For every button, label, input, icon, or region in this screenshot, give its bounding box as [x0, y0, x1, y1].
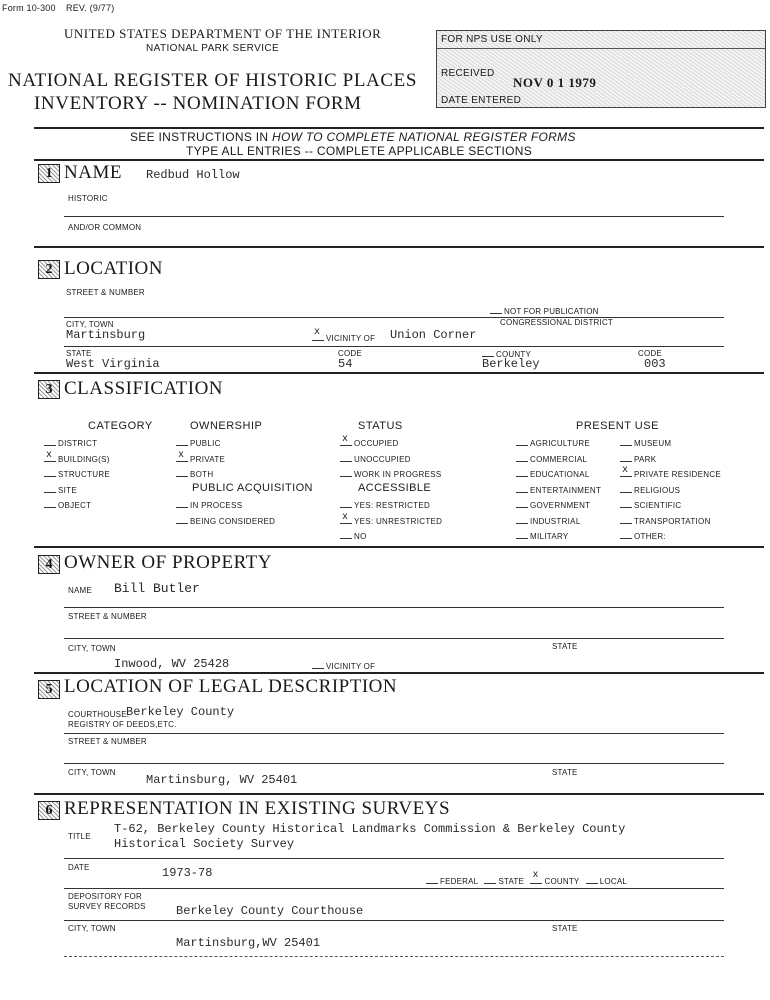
present-use-checkbox: [516, 485, 528, 493]
divider: [34, 372, 764, 374]
form-title-line1: NATIONAL REGISTER OF HISTORIC PLACES: [8, 70, 418, 91]
survey-date-label: DATE: [68, 863, 90, 872]
present-use-checkbox: [620, 454, 632, 462]
accessible-header: ACCESSIBLE: [358, 482, 432, 494]
depository-label-1: DEPOSITORY FOR: [68, 892, 142, 901]
present-use-checkbox: [620, 516, 632, 524]
status-option: [340, 452, 441, 468]
acquisition-option: [176, 498, 275, 514]
accessible-option: [340, 511, 443, 530]
ownership-checkbox: [176, 438, 188, 446]
section-1-number: 1: [38, 164, 60, 183]
accessible-checkbox: [340, 500, 352, 508]
ownership-option: [176, 467, 225, 483]
department-name: UNITED STATES DEPARTMENT OF THE INTERIOR: [64, 26, 382, 41]
section-6-title: REPRESENTATION IN EXISTING SURVEYS: [64, 798, 451, 819]
status-label: OCCUPIED: [354, 439, 399, 448]
form-revision: REV. (9/77): [66, 3, 115, 13]
present-use-label: TRANSPORTATION: [634, 516, 711, 526]
divider: [64, 733, 724, 734]
present-use-label: EDUCATIONAL: [530, 470, 590, 479]
section-1-title: NAME: [64, 162, 122, 183]
acquisition-checkbox: [176, 516, 188, 524]
present-use-option: [516, 483, 601, 499]
received-stamp: NOV 0 1 1979: [513, 75, 597, 90]
historic-label: HISTORIC: [68, 194, 108, 203]
survey-state-label: STATE: [552, 924, 578, 933]
ownership-header: OWNERSHIP: [190, 420, 263, 432]
divider: [34, 127, 764, 129]
present-use-checkbox: [516, 454, 528, 462]
property-name: Redbud Hollow: [146, 168, 240, 182]
instructions-line1: SEE INSTRUCTIONS IN HOW TO COMPLETE NATIONAL REGISTER FORMS: [130, 130, 576, 144]
vicinity-value: Union Corner: [390, 328, 477, 342]
ownership-option: [176, 449, 226, 468]
present-use-label: OTHER:: [634, 532, 667, 541]
courthouse-label: COURTHOUSE.: [68, 710, 130, 719]
category-list: [44, 436, 110, 514]
status-checkbox: [340, 454, 352, 462]
city-value: Martinsburg: [66, 328, 146, 342]
present-use-option: [516, 467, 601, 483]
category-option: [44, 498, 110, 514]
category-checkbox: [44, 449, 56, 462]
present-use-checkbox: [516, 469, 528, 477]
accessible-label: YES: UNRESTRICTED: [354, 516, 443, 526]
accessible-option: [340, 529, 442, 545]
owner-city-value: Inwood, WV 25428: [114, 657, 230, 671]
section-5-number: 5: [38, 680, 60, 699]
owner-city-label: CITY, TOWN: [68, 644, 116, 653]
acquisition-checkbox: [176, 500, 188, 508]
section-4-title: OWNER OF PROPERTY: [64, 552, 272, 573]
accessible-checkbox: [340, 531, 352, 539]
ownership-check-mark: x: [178, 449, 185, 461]
present-use-label: PARK: [634, 454, 657, 464]
county-code-label: CODE: [638, 349, 662, 358]
present-use-list-2: [620, 436, 721, 545]
legal-city-value: Martinsburg, WV 25401: [146, 773, 298, 787]
status-check-mark: x: [342, 434, 349, 445]
legal-state-label: STATE: [552, 768, 578, 777]
divider: [64, 920, 724, 921]
divider: [34, 246, 764, 248]
state-value: West Virginia: [66, 357, 160, 371]
present-use-checkbox: [516, 438, 528, 446]
present-use-checkbox: [620, 500, 632, 508]
category-check-mark: x: [46, 449, 53, 461]
owner-name-label: NAME: [68, 586, 92, 595]
status-header: STATUS: [358, 420, 403, 432]
state-code-label: CODE: [338, 349, 362, 358]
present-use-checkbox: [620, 438, 632, 446]
category-checkbox: [44, 500, 56, 508]
owner-street-label: STREET & NUMBER: [68, 612, 147, 621]
accessible-label: YES: RESTRICTED: [354, 501, 431, 510]
owner-vicinity-label: VICINITY OF: [312, 661, 375, 671]
present-use-option: [620, 452, 721, 468]
congressional-district-label: CONGRESSIONAL DISTRICT: [500, 318, 614, 327]
county-code-value: 003: [644, 357, 666, 371]
present-use-option: [516, 529, 601, 545]
state-code-value: 54: [338, 357, 353, 371]
legal-street-label: STREET & NUMBER: [68, 737, 147, 746]
divider: [64, 607, 724, 608]
category-label: OBJECT: [58, 501, 92, 510]
divider: [34, 793, 764, 795]
present-use-option: [620, 514, 721, 530]
instructions-line2: TYPE ALL ENTRIES -- COMPLETE APPLICABLE SECTIONS: [186, 144, 533, 158]
ownership-label: BOTH: [190, 470, 214, 479]
present-use-label: GOVERNMENT: [530, 501, 591, 510]
present-use-option: [620, 483, 721, 499]
county-value: Berkeley: [482, 357, 540, 371]
status-label: WORK IN PROGRESS: [354, 470, 442, 479]
section-2-number: 2: [38, 260, 60, 279]
present-use-label: PRIVATE RESIDENCE: [634, 470, 722, 479]
divider: [64, 346, 724, 347]
registry-label: REGISTRY OF DEEDS,ETC.: [68, 720, 177, 729]
section-6-number: 6: [38, 801, 60, 820]
state-label: STATE: [66, 349, 92, 358]
divider: [64, 888, 724, 889]
ownership-label: PUBLIC: [190, 439, 221, 448]
section-3-title: CLASSIFICATION: [64, 378, 224, 399]
common-name-label: AND/OR COMMON: [68, 223, 142, 232]
nps-use-label: FOR NPS USE ONLY: [441, 34, 543, 45]
section-3-number: 3: [38, 380, 60, 399]
present-use-option: [620, 529, 721, 545]
divider: [64, 638, 724, 639]
category-option: [44, 436, 110, 452]
acquisition-label: IN PROCESS: [190, 501, 243, 510]
city-label: CITY, TOWN: [66, 320, 114, 329]
category-header: CATEGORY: [88, 420, 153, 432]
ownership-list: [176, 436, 225, 483]
section-2-title: LOCATION: [64, 258, 163, 279]
category-label: SITE: [58, 485, 77, 495]
present-use-checkbox: [620, 531, 632, 539]
present-use-checkbox: [516, 500, 528, 508]
service-name: NATIONAL PARK SERVICE: [146, 43, 280, 54]
present-use-label: AGRICULTURE: [530, 439, 591, 448]
present-use-label: SCIENTIFIC: [634, 501, 682, 510]
section-5-title: LOCATION OF LEGAL DESCRIPTION: [64, 676, 398, 697]
category-option: [44, 449, 110, 468]
divider: [64, 216, 724, 217]
divider: [64, 956, 724, 957]
ownership-checkbox: [176, 469, 188, 477]
street-label: STREET & NUMBER: [66, 288, 145, 297]
category-option: [44, 467, 110, 483]
divider: [34, 159, 764, 161]
survey-city-label: CITY, TOWN: [68, 924, 116, 933]
divider: [34, 672, 764, 674]
status-label: UNOCCUPIED: [354, 454, 411, 464]
section-4-number: 4: [38, 555, 60, 574]
survey-title-line2: Historical Society Survey: [114, 837, 295, 851]
present-use-label: MUSEUM: [634, 439, 672, 448]
form-title-line2: INVENTORY -- NOMINATION FORM: [34, 93, 362, 114]
status-option: [340, 467, 441, 483]
accessible-label: NO: [354, 532, 367, 541]
category-checkbox: [44, 438, 56, 446]
acquisition-label: BEING CONSIDERED: [190, 516, 276, 526]
category-checkbox: [44, 469, 56, 477]
divider: [34, 546, 764, 548]
category-checkbox: [44, 485, 56, 493]
present-use-label: MILITARY: [530, 532, 569, 541]
category-label: BUILDING(S): [58, 454, 110, 464]
survey-title-line1: T-62, Berkeley County Historical Landmarks Commission & Berkeley County: [114, 822, 626, 836]
survey-city-value: Martinsburg,WV 25401: [176, 936, 321, 950]
present-use-label: COMMERCIAL: [530, 454, 588, 464]
depository-label-2: SURVEY RECORDS: [68, 902, 146, 911]
ownership-checkbox: [176, 449, 188, 462]
not-for-publication: NOT FOR PUBLICATION: [490, 306, 599, 316]
present-use-checkbox: [516, 516, 528, 524]
present-use-option: [620, 436, 721, 452]
owner-name-value: Bill Butler: [114, 581, 200, 596]
survey-title-label: TITLE: [68, 832, 91, 841]
nps-use-box: [436, 30, 766, 108]
divider: [64, 763, 724, 764]
legal-city-label: CITY, TOWN: [68, 768, 116, 777]
accessible-list: [340, 498, 442, 545]
present-use-check-mark: x: [622, 465, 629, 476]
county-label: COUNTY: [482, 349, 531, 359]
received-label: RECEIVED: [441, 68, 495, 79]
ownership-label: PRIVATE: [190, 454, 226, 464]
public-acquisition-header: PUBLIC ACQUISITION: [192, 482, 313, 494]
present-use-option: [516, 436, 601, 452]
present-use-header: PRESENT USE: [576, 420, 659, 432]
accessible-checkbox: [340, 511, 352, 524]
status-option: [340, 436, 441, 452]
accessible-option: [340, 498, 442, 514]
survey-level: FEDERAL STATE x COUNTY LOCAL: [426, 876, 627, 886]
present-use-checkbox: [620, 465, 632, 477]
present-use-option: [620, 467, 721, 483]
present-use-checkbox: [620, 485, 632, 493]
form-number: Form 10-300: [2, 3, 56, 13]
status-list: [340, 436, 441, 483]
category-label: DISTRICT: [58, 439, 98, 448]
vicinity-of-label: x VICINITY OF: [314, 327, 376, 343]
present-use-list-1: [516, 436, 601, 545]
depository-value: Berkeley County Courthouse: [176, 904, 364, 918]
date-entered-label: DATE ENTERED: [441, 95, 522, 106]
present-use-option: [516, 498, 601, 514]
courthouse-value: Berkeley County: [126, 705, 235, 719]
survey-date-value: 1973-78: [162, 866, 213, 880]
status-checkbox: [340, 434, 352, 446]
divider: [64, 317, 724, 318]
status-checkbox: [340, 469, 352, 477]
present-use-checkbox: [516, 531, 528, 539]
present-use-label: ENTERTAINMENT: [530, 485, 602, 495]
present-use-option: [620, 498, 721, 514]
acquisition-list: [176, 498, 275, 529]
present-use-option: [516, 514, 601, 530]
divider: [64, 858, 724, 859]
present-use-option: [516, 452, 601, 468]
accessible-check-mark: x: [342, 511, 349, 523]
present-use-label: RELIGIOUS: [634, 485, 681, 495]
category-option: [44, 483, 110, 499]
acquisition-option: [176, 514, 275, 530]
category-label: STRUCTURE: [58, 470, 111, 479]
owner-state-label: STATE: [552, 642, 578, 651]
present-use-label: INDUSTRIAL: [530, 516, 581, 526]
